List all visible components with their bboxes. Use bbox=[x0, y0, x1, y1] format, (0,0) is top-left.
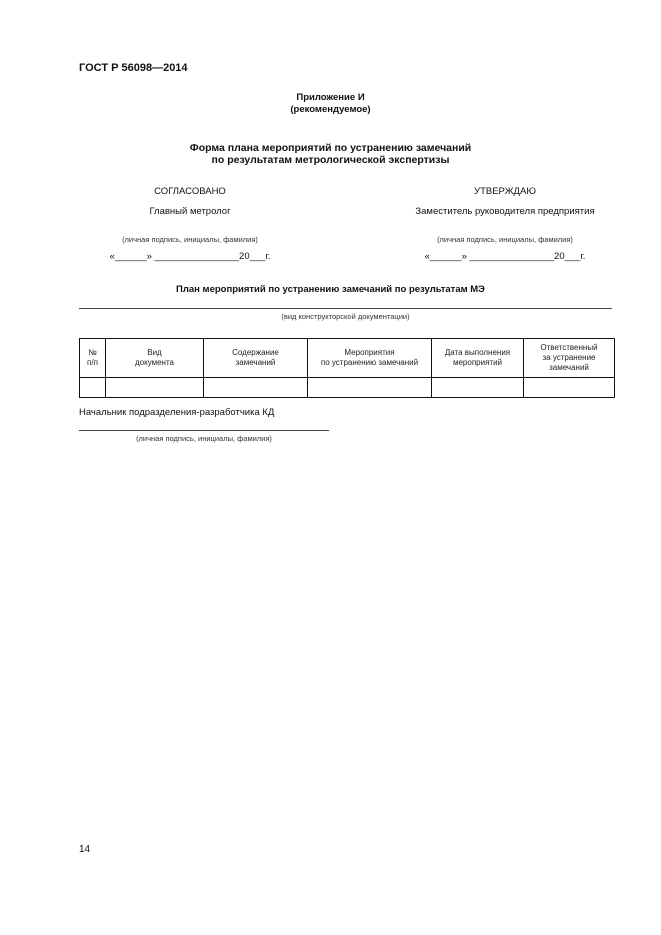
page-number: 14 bbox=[79, 844, 91, 855]
approved-signature-hint: (личная подпись, инициалы, фамилия) bbox=[437, 235, 573, 244]
plan-title: План мероприятий по устранению замечаний по результатам МЭ bbox=[176, 284, 485, 295]
form-title-line-1: Форма плана мероприятий по устранению замечаний bbox=[189, 142, 472, 154]
column-header-doc-kind: Вид документа bbox=[106, 339, 204, 378]
appendix-status: (рекомендуемое) bbox=[290, 104, 371, 115]
agreed-heading: СОГЛАСОВАНО bbox=[154, 186, 226, 197]
agreed-position: Главный метролог bbox=[149, 206, 231, 217]
table-row bbox=[80, 378, 615, 398]
chief-signature-hint: (личная подпись, инициалы, фамилия) bbox=[136, 434, 272, 443]
table-cell bbox=[80, 378, 106, 398]
table-cell bbox=[106, 378, 204, 398]
document-code: ГОСТ Р 56098—2014 bbox=[79, 62, 188, 74]
form-title-line-2: по результатам метрологической экспертизы bbox=[211, 154, 450, 166]
approved-position: Заместитель руководителя предприятия bbox=[415, 206, 595, 217]
chief-label: Начальник подразделения-разработчика КД bbox=[79, 407, 275, 418]
column-header-responsible: Ответственный за устранение замечаний bbox=[524, 339, 615, 378]
column-header-number: № п/п bbox=[80, 339, 106, 378]
column-header-measures: Мероприятия по устранению замечаний bbox=[308, 339, 432, 378]
column-header-due-date: Дата выполнения мероприятий bbox=[432, 339, 524, 378]
agreed-date-line: «______» ________________20___г. bbox=[109, 251, 271, 262]
table-cell bbox=[204, 378, 308, 398]
approved-date-line: «______» ________________20___г. bbox=[424, 251, 586, 262]
table-cell bbox=[308, 378, 432, 398]
approved-heading: УТВЕРЖДАЮ bbox=[474, 186, 536, 197]
table-header-row bbox=[80, 339, 615, 378]
column-header-remarks: Содержание замечаний bbox=[204, 339, 308, 378]
appendix-title: Приложение И bbox=[296, 92, 365, 103]
doc-type-underline bbox=[79, 308, 612, 309]
chief-signature-line bbox=[79, 430, 329, 431]
doc-type-hint: (вид конструкторской документации) bbox=[281, 312, 410, 321]
table-cell bbox=[432, 378, 524, 398]
plan-table bbox=[79, 338, 615, 398]
table-cell bbox=[524, 378, 615, 398]
agreed-signature-hint: (личная подпись, инициалы, фамилия) bbox=[122, 235, 258, 244]
